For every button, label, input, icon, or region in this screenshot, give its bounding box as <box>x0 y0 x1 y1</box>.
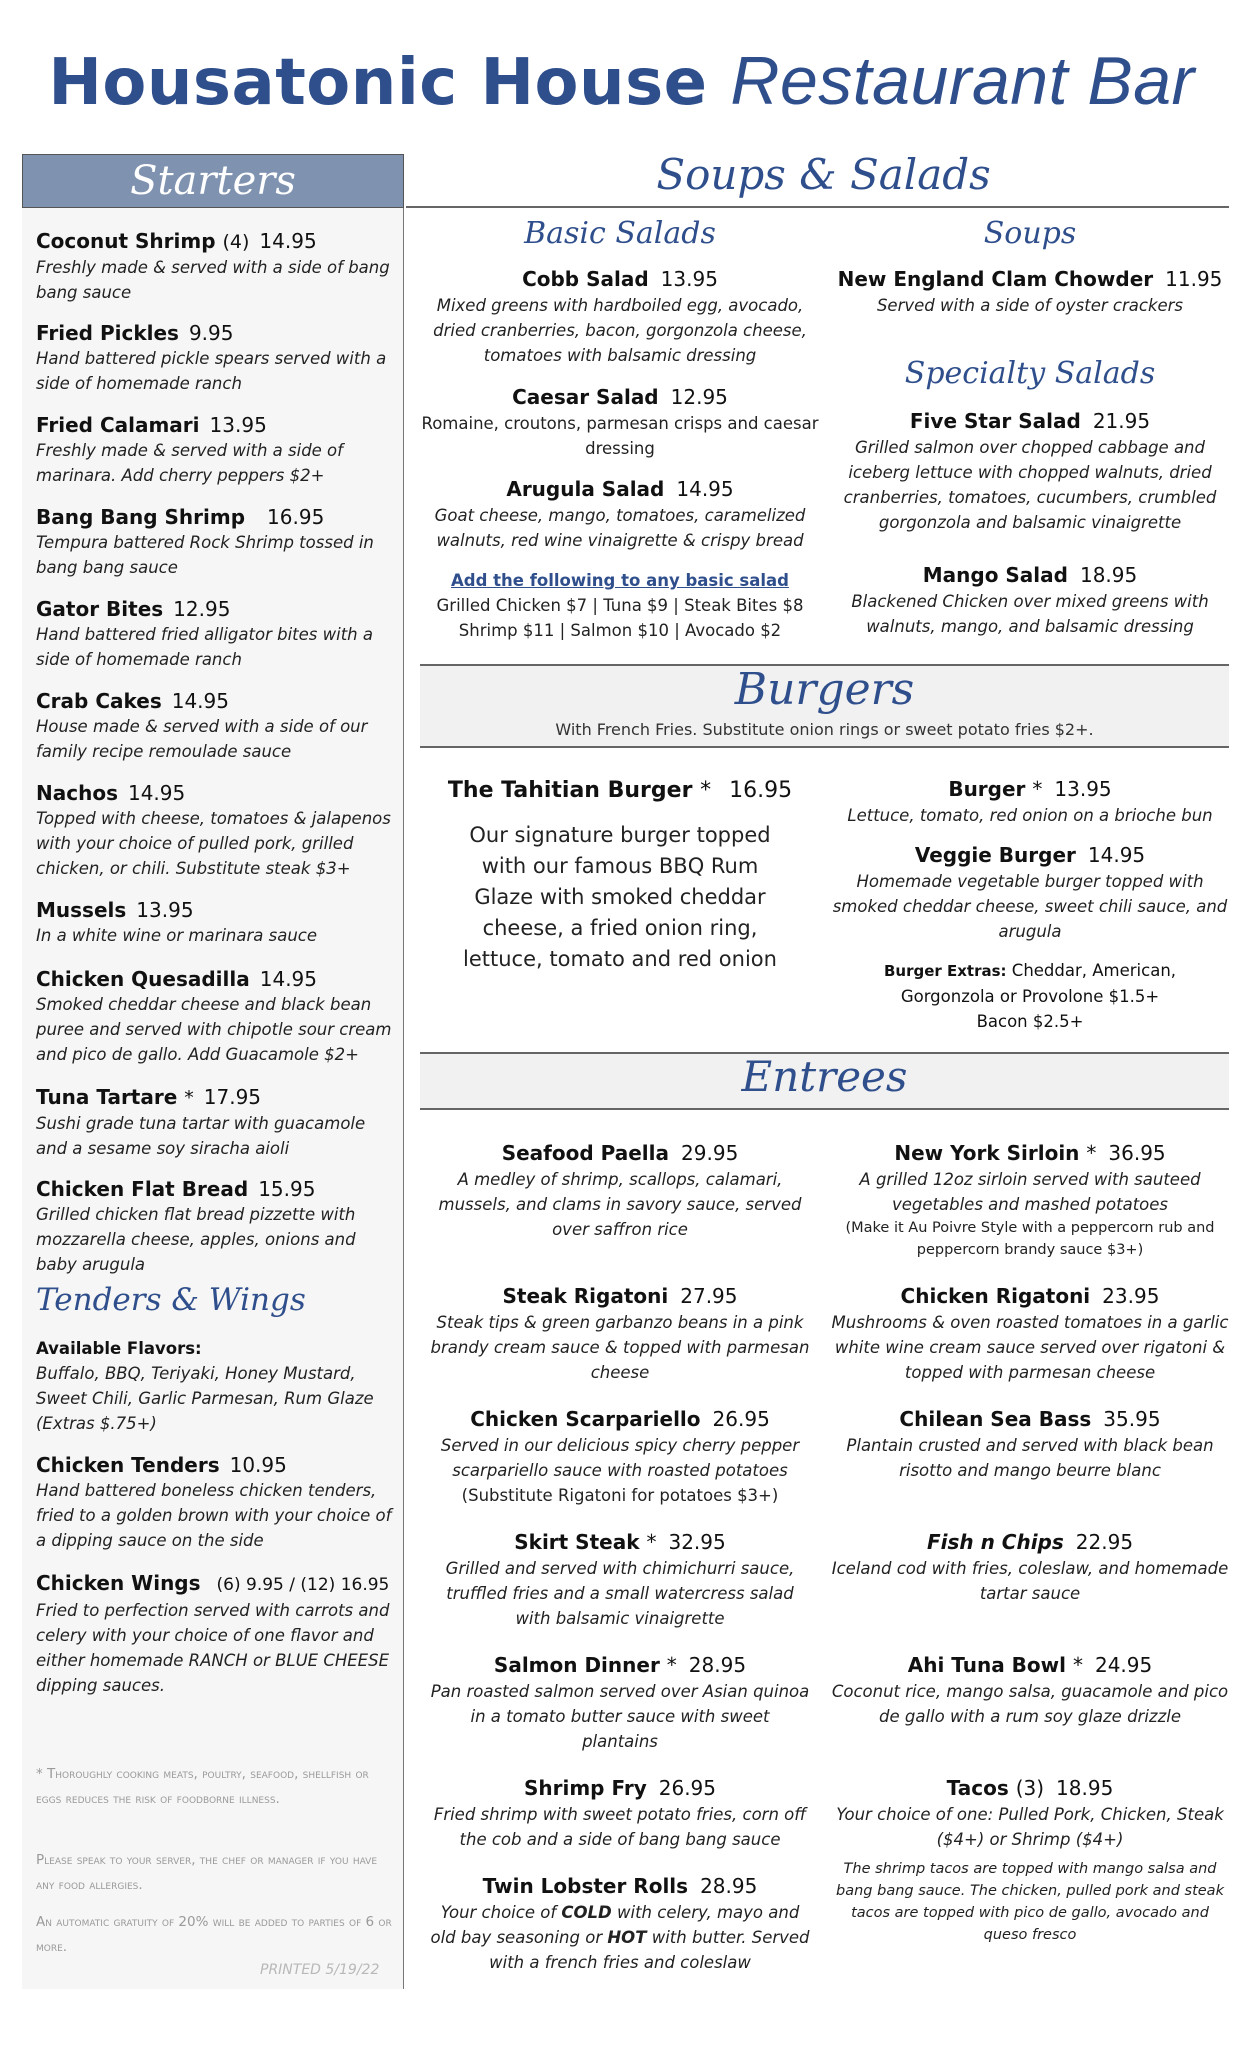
item-description: Fried to perfection served with carrots and celery with your choice of one flavor and either homemade RANCH or BLUE CHEESE dipping sauces. <box>36 1601 390 1695</box>
salad-addons <box>420 568 820 643</box>
item-price: 24.95 <box>1094 1653 1153 1677</box>
item-description: Homemade vegetable burger topped with smoked cheddar cheese, sweet chili sauce, and arugula <box>832 872 1228 941</box>
item-price: 11.95 <box>1165 267 1223 291</box>
menu-item <box>36 320 396 396</box>
menu-item <box>36 780 396 881</box>
item-name: New England Clam Chowder <box>837 267 1154 291</box>
menu-item <box>830 562 1230 639</box>
menu-item <box>36 596 396 672</box>
item-description: Our signature burger topped with our famous BBQ Rum Glaze with smoked cheddar cheese, a fried onion ring, lettuce, tomato and red onion <box>463 823 777 971</box>
item-name: Arugula Salad <box>506 477 665 501</box>
item-description: Grilled chicken flat bread pizzette with mozzarella cheese, apples, onions and baby arugula <box>36 1205 356 1274</box>
flavors-block <box>36 1336 396 1436</box>
item-name: Fried Pickles <box>36 321 179 345</box>
item-description: Grilled salmon over chopped cabbage and iceberg lettuce with chopped walnuts, dried cranberries, tomatoes, cucumbers, crumbled gorgonzola and balsamic vinaigrette <box>843 438 1217 532</box>
item-price: 15.95 <box>258 1177 316 1201</box>
item-note: (Substitute Rigatoni for potatoes $3+) <box>461 1486 779 1505</box>
item-description: Mushrooms & oven roasted tomatoes in a garlic white wine cream sauce served over rigatoni & topped with parmesan cheese <box>831 1313 1229 1382</box>
entrees-heading: Entrees <box>741 1052 908 1101</box>
item-name: Salmon Dinner <box>493 1653 660 1677</box>
item-price: 9.95 <box>188 321 234 345</box>
item-name: Bang Bang Shrimp <box>36 505 246 529</box>
item-price: 28.95 <box>688 1653 747 1677</box>
tenders-wings-heading: Tenders & Wings <box>36 1282 306 1318</box>
extras-line: Cheddar, American, <box>1011 961 1177 980</box>
item-price: 27.95 <box>680 1284 738 1308</box>
menu-item <box>830 266 1230 318</box>
item-price: 12.95 <box>670 385 728 409</box>
item-description: Fried shrimp with sweet potato fries, corn off the cob and a side of bang bang sauce <box>433 1805 807 1849</box>
item-star: * <box>646 1530 657 1554</box>
item-name: Chicken Flat Bread <box>36 1177 249 1201</box>
item-name: Gator Bites <box>36 597 164 621</box>
item-description: Steak tips & green garbanzo beans in a pink brandy cream sauce & topped with parmesan cheese <box>430 1313 810 1382</box>
gratuity-note: An automatic gratuity of 20% will be added to parties of 6 or more. <box>36 1914 392 1955</box>
menu-item <box>430 1140 810 1242</box>
flavors-list: Buffalo, BBQ, Teriyaki, Honey Mustard, Sweet Chili, Garlic Parmesan, Rum Glaze (Extras $.75+) <box>36 1364 374 1433</box>
item-price: 23.95 <box>1102 1284 1160 1308</box>
item-description: Goat cheese, mango, tomatoes, caramelized walnuts, red wine vinaigrette & crispy bread <box>434 506 806 550</box>
item-description: In a white wine or marinara sauce <box>36 926 318 945</box>
menu-item <box>430 1283 810 1385</box>
item-name: Mussels <box>36 898 127 922</box>
item-description: Topped with cheese, tomatoes & jalapenos with your choice of pulled pork, grilled chicken, or chili. Substitute steak $3+ <box>36 809 391 878</box>
item-price: 29.95 <box>681 1141 739 1165</box>
item-description: Coconut rice, mango salsa, guacamole and pico de gallo with a rum soy glaze drizzle <box>831 1682 1229 1726</box>
item-name: Five Star Salad <box>909 409 1081 433</box>
item-note: (Make it Au Poivre Style with a peppercorn rub and peppercorn brandy sauce $3+) <box>845 1220 1215 1258</box>
basic-salads-heading: Basic Salads <box>524 216 716 251</box>
soups-salads-heading: Soups & Salads <box>656 150 991 199</box>
item-price: 13.95 <box>209 413 267 437</box>
item-description: Freshly made & served with a side of marinara. Add cherry peppers $2+ <box>36 441 343 485</box>
menu-item <box>430 1775 810 1852</box>
item-description: Hand battered fried alligator bites with a side of homemade ranch <box>36 625 373 669</box>
title-bold: Housatonic House <box>48 46 708 120</box>
item-description: Iceland cod with fries, coleslaw, and homemade tartar sauce <box>831 1559 1229 1603</box>
extras-label: Burger Extras: <box>883 962 1007 980</box>
item-star: * <box>700 778 712 803</box>
item-description: Plantain crusted and served with black bean risotto and mango beurre blanc <box>846 1436 1214 1480</box>
item-description: Served in our delicious spicy cherry pepper scarpariello sauce with roasted potatoes <box>440 1436 800 1480</box>
item-name: Veggie Burger <box>914 843 1076 867</box>
item-price: 14.95 <box>259 967 318 991</box>
item-description: Pan roasted salmon served over Asian quinoa in a tomato butter sauce with sweet plantains <box>430 1682 810 1751</box>
item-name: Chicken Scarpariello <box>470 1407 701 1431</box>
item-description: Lettuce, tomato, red onion on a brioche bun <box>847 806 1213 825</box>
item-price: 32.95 <box>668 1530 726 1554</box>
item-name: Coconut Shrimp <box>36 229 216 253</box>
item-name: Twin Lobster Rolls <box>482 1874 689 1898</box>
title-italic: Restaurant Bar <box>730 43 1195 119</box>
menu-item <box>420 476 820 553</box>
starters-header: Starters <box>22 154 404 208</box>
menu-item <box>36 1452 396 1553</box>
menu-item <box>830 1283 1230 1385</box>
item-price: 12.95 <box>173 597 231 621</box>
item-price: 16.95 <box>729 778 793 803</box>
specialty-salads-heading: Specialty Salads <box>904 356 1156 391</box>
menu-item <box>830 842 1230 944</box>
item-name: The Tahitian Burger <box>447 778 693 803</box>
item-price: 14.95 <box>127 781 186 805</box>
extras-line: Bacon $2.5+ <box>976 1012 1084 1031</box>
food-safety-note: * Thoroughly cooking meats, poultry, seafood, shellfish or eggs reduces the risk of foodborne illness. <box>36 1766 369 1807</box>
item-price: 36.95 <box>1108 1141 1166 1165</box>
printed-date: PRINTED 5/19/22 <box>260 1962 380 1978</box>
item-note: The shrimp tacos are topped with mango salsa and bang bang sauce. The chicken, pulled pork and steak tacos are topped with pico de gallo, avocado and queso fresco <box>836 1861 1224 1943</box>
menu-item <box>830 1140 1230 1261</box>
item-name: New York Sirloin <box>894 1141 1080 1165</box>
menu-item <box>430 1873 810 1975</box>
item-description: A grilled 12oz sirloin served with sauteed vegetables and mashed potatoes <box>859 1170 1201 1214</box>
menu-item <box>36 1570 396 1698</box>
item-description: Freshly made & served with a side of bang bang sauce <box>36 258 390 302</box>
item-price: 13.95 <box>1054 777 1112 801</box>
item-description: Smoked cheddar cheese and black bean puree and served with chipotle sour cream and pico de gallo. Add Guacamole $2+ <box>36 995 392 1064</box>
item-price: 17.95 <box>203 1085 262 1109</box>
item-price: 26.95 <box>658 1776 717 1800</box>
item-name: Chilean Sea Bass <box>899 1407 1092 1431</box>
item-description: A medley of shrimp, scallops, calamari, mussels, and clams in savory sauce, served over saffron rice <box>438 1170 802 1239</box>
soups-heading: Soups <box>983 216 1077 251</box>
menu-item <box>430 1652 810 1754</box>
burgers-heading: Burgers <box>734 664 915 715</box>
item-price: 35.95 <box>1103 1407 1161 1431</box>
item-star: * <box>1086 1141 1097 1165</box>
item-description: Served with a side of oyster crackers <box>876 296 1184 315</box>
item-name: Steak Rigatoni <box>502 1284 669 1308</box>
flavors-label: Available Flavors: <box>36 1339 202 1358</box>
item-price: 22.95 <box>1075 1530 1134 1554</box>
menu-item <box>830 1406 1230 1483</box>
menu-item <box>830 408 1230 535</box>
item-name: Crab Cakes <box>36 689 162 713</box>
item-name: Mango Salad <box>922 563 1068 587</box>
item-name: Seafood Paella <box>501 1141 670 1165</box>
menu-item <box>36 412 396 488</box>
item-name: Skirt Steak <box>514 1530 640 1554</box>
menu-item <box>830 1775 1230 1946</box>
item-name: Chicken Rigatoni <box>900 1284 1091 1308</box>
menu-item <box>36 1084 396 1161</box>
item-name: Tacos <box>946 1776 1009 1800</box>
item-description: Tempura battered Rock Shrimp tossed in bang bang sauce <box>36 533 374 577</box>
section-rule <box>406 206 1229 208</box>
item-name: Chicken Tenders <box>36 1453 220 1477</box>
restaurant-title <box>0 42 1243 120</box>
allergy-note: Please speak to your server, the chef or manager if you have any food allergies. <box>36 1852 378 1893</box>
item-price: 26.95 <box>712 1407 770 1431</box>
item-price: 14.95 <box>171 689 229 713</box>
item-qty: (3) <box>1015 1776 1045 1800</box>
item-price: 10.95 <box>229 1453 287 1477</box>
item-price: (6) 9.95 / (12) 16.95 <box>216 1575 390 1595</box>
item-description: Romaine, croutons, parmesan crisps and caesar dressing <box>421 414 819 458</box>
menu-item <box>830 1529 1230 1606</box>
item-name: Cobb Salad <box>522 267 649 291</box>
menu-item <box>430 1406 810 1508</box>
item-price: 14.95 <box>259 229 317 253</box>
item-description: Your choice of COLD with celery, mayo and old bay seasoning or HOT with butter. Served with a french fries and coleslaw <box>430 1903 810 1972</box>
addons-line: Shrimp $11 | Salmon $10 | Avocado $2 <box>458 621 782 640</box>
item-price: 16.95 <box>267 505 325 529</box>
menu-item <box>36 897 396 948</box>
item-description: Mixed greens with hardboiled egg, avocado, dried cranberries, bacon, gorgonzola cheese, tomatoes with balsamic dressing <box>433 296 807 365</box>
menu-item <box>36 688 396 764</box>
addons-label: Add the following to any basic salad <box>451 571 789 590</box>
item-star: * <box>1032 777 1043 801</box>
menu-item <box>420 384 820 461</box>
item-name: Ahi Tuna Bowl <box>907 1653 1066 1677</box>
item-name: Shrimp Fry <box>523 1776 647 1800</box>
item-star: * <box>184 1087 194 1109</box>
item-price: 14.95 <box>1087 843 1146 867</box>
menu-item <box>36 504 396 580</box>
burgers-subtitle: With French Fries. Substitute onion rings or sweet potato fries $2+. <box>555 720 1094 739</box>
item-description: Blackened Chicken over mixed greens with walnuts, mango, and balsamic dressing <box>851 592 1209 636</box>
item-name: Caesar Salad <box>512 385 659 409</box>
item-description: Your choice of one: Pulled Pork, Chicken, Steak ($4+) or Shrimp ($4+) <box>836 1805 1224 1849</box>
item-name: Fish n Chips <box>926 1530 1064 1554</box>
menu-item <box>36 228 396 305</box>
addons-line: Grilled Chicken $7 | Tuna $9 | Steak Bites $8 <box>436 596 804 615</box>
menu-item <box>420 266 820 368</box>
menu-item <box>830 776 1230 828</box>
menu-item <box>36 1176 396 1277</box>
item-price: 28.95 <box>700 1874 758 1898</box>
item-name: Fried Calamari <box>36 413 200 437</box>
menu-item <box>430 1529 810 1631</box>
menu-item <box>830 1652 1230 1729</box>
item-name: Tuna Tartare <box>36 1085 178 1109</box>
menu-item <box>430 776 810 975</box>
item-name: Chicken Wings <box>36 1571 201 1595</box>
item-price: 14.95 <box>676 477 734 501</box>
item-price: 18.95 <box>1079 563 1138 587</box>
item-qty: (4) <box>222 231 250 253</box>
extras-line: Gorgonzola or Provolone $1.5+ <box>900 987 1160 1006</box>
item-name: Chicken Quesadilla <box>36 967 250 991</box>
item-star: * <box>1072 1653 1083 1677</box>
item-price: 13.95 <box>136 898 194 922</box>
item-star: * <box>666 1653 677 1677</box>
menu-item <box>36 966 396 1067</box>
item-description: House made & served with a side of our family recipe remoulade sauce <box>36 717 368 761</box>
item-description: Hand battered pickle spears served with a side of homemade ranch <box>36 349 387 393</box>
item-description: Grilled and served with chimichurri sauce, truffled fries and a small watercress salad with balsamic vinaigrette <box>445 1559 795 1628</box>
item-name: Burger <box>948 777 1026 801</box>
burger-extras <box>830 958 1230 1034</box>
item-price: 13.95 <box>660 267 718 291</box>
item-price: 21.95 <box>1092 409 1151 433</box>
item-price: 18.95 <box>1056 1776 1114 1800</box>
item-description: Sushi grade tuna tartar with guacamole and a sesame soy siracha aioli <box>36 1114 366 1158</box>
item-name: Nachos <box>36 781 118 805</box>
item-description: Hand battered boneless chicken tenders, fried to a golden brown with your choice of a dipping sauce on the side <box>36 1481 392 1550</box>
